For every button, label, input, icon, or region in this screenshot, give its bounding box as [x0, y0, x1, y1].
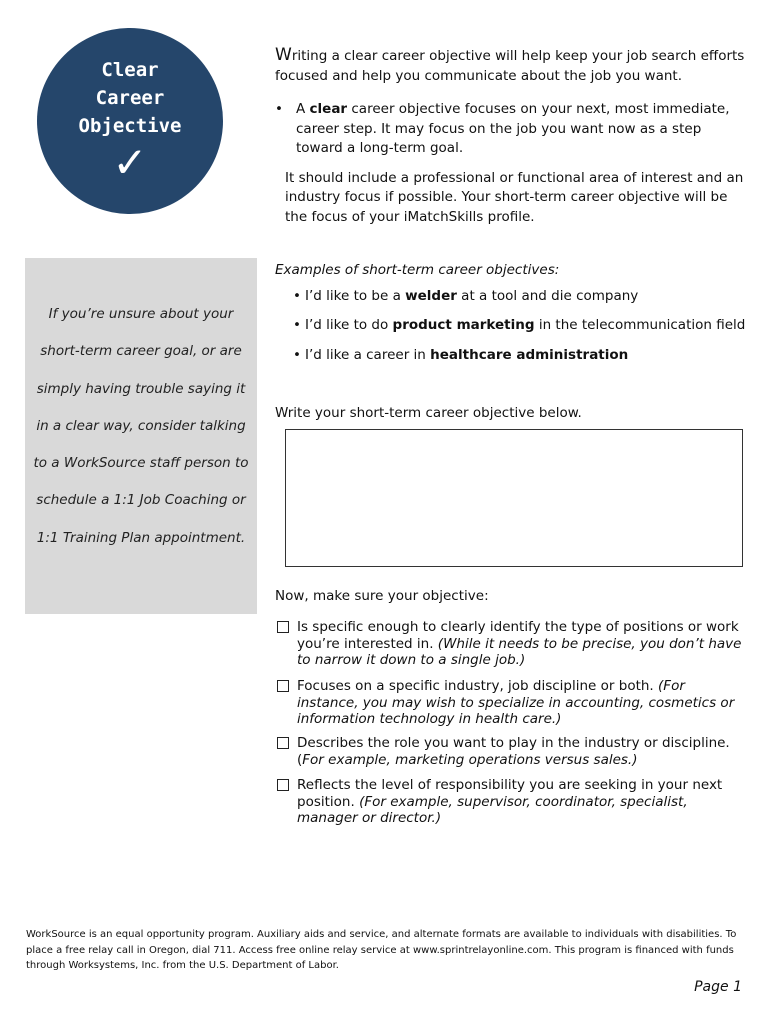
checklist-text: Is specific enough to clearly identify the type of positions or work you’re interested in. [297, 619, 739, 652]
focus-paragraph: It should include a professional or functional area of interest and an industry focus if possible. Your short-term career objective will be the focus of your iMatchSkills profile. [285, 169, 744, 225]
checklist-note: For example, marketing operations versus sales.) [302, 751, 638, 768]
now-label: Now, make sure your objective: [275, 588, 489, 604]
checklist-text: Focuses on a specific industry, job discipline or both. [297, 678, 659, 694]
clear-objective-bullet [275, 100, 745, 159]
example-item [293, 347, 629, 363]
checklist-text: Reflects the level of responsibility you are seeking in your next position. [297, 777, 723, 810]
bullet-lead: A [296, 101, 310, 117]
example-text: I’d like to be a [305, 288, 406, 304]
sidebar-text: If you’re unsure about your short-term career goal, or are simply having trouble saying it in a clear way, consider talking to a WorkSource staff person to schedule a 1:1 Job Coaching or 1:1 Training Plan appointment. [33, 306, 249, 546]
checklist-text: Describes the role you want to play in the industry or discipline. ( [297, 735, 730, 768]
page-number: Page 1 [694, 979, 742, 995]
checklist-note: (For instance, you may wish to specialize in accounting, cosmetics or information technology in health care.) [297, 678, 735, 727]
example-text: I’d like to do [305, 317, 393, 333]
bullet-icon: • [275, 101, 283, 117]
example-item [293, 317, 746, 333]
intro-text: riting a clear career objective will help keep your job search efforts focused and help you communicate about the job you want. [275, 48, 745, 84]
example-bold: healthcare administration [430, 347, 629, 363]
bullet-text: career objective focuses on your next, most immediate, career step. It may focus on the job you want now as a step toward a long-term goal. [296, 101, 730, 156]
intro-paragraph [275, 46, 745, 86]
bullet-bold: clear [309, 101, 348, 117]
example-text: in the telecommunication field [534, 317, 746, 333]
example-item [293, 288, 639, 304]
bullet-icon: • [293, 288, 301, 304]
checklist-note: (While it needs to be precise, you don’t have to narrow it down to a single job.) [297, 635, 742, 668]
write-objective-label: Write your short-term career objective below. [275, 405, 582, 421]
checklist-item [275, 619, 750, 669]
footer-disclaimer: WorkSource is an equal opportunity program. Auxiliary aids and service, and alternate formats are available to individuals with disabilities. To place a free relay call in Oregon, dial 711. Access free online relay service at www.sprintrelayonline.com. This program is financed with funds through Worksystems, Inc. from the U.S. Department of Labor. [26, 929, 737, 971]
bullet-icon: • [293, 347, 301, 363]
checklist-item [275, 678, 750, 728]
example-text: I’d like a career in [305, 347, 431, 363]
clear-career-objective-badge [37, 28, 223, 214]
checklist-note: (For example, supervisor, coordinator, specialist, manager or director.) [297, 793, 688, 826]
example-bold: welder [405, 288, 457, 304]
intro-first-letter: W [275, 45, 292, 65]
checkbox[interactable] [277, 737, 289, 749]
checkbox[interactable] [277, 680, 289, 692]
checkbox[interactable] [277, 779, 289, 791]
intro-section [275, 46, 745, 227]
example-bold: product marketing [392, 317, 535, 333]
checkmark-icon: ✓ [112, 138, 148, 187]
tip-sidebar [25, 258, 257, 614]
badge-title: Clear Career Objective [78, 59, 182, 137]
checklist-item [275, 735, 750, 768]
checklist-item [275, 777, 750, 827]
examples-heading: Examples of short-term career objectives: [275, 262, 560, 278]
career-objective-input[interactable] [285, 429, 743, 567]
example-text: at a tool and die company [456, 288, 639, 304]
checkbox[interactable] [277, 621, 289, 633]
bullet-icon: • [293, 317, 301, 333]
